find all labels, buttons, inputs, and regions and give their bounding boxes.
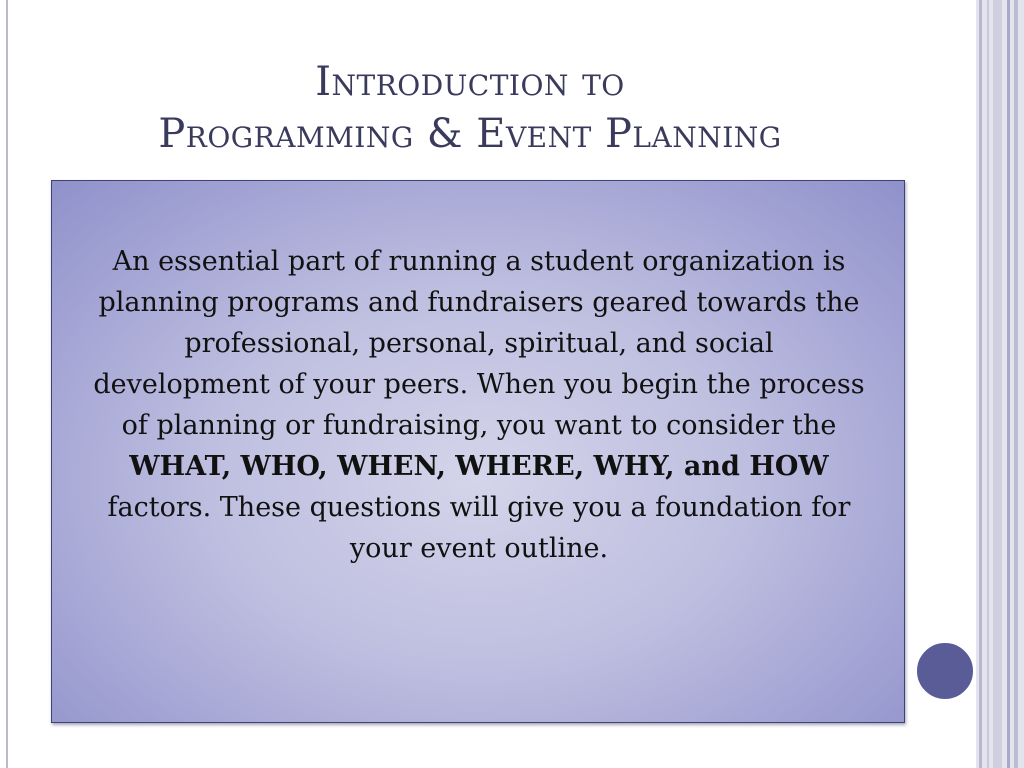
body-text-part-1: An essential part of running a student organization is planning programs and fundraisers geared towards the professional, personal, spiritual, and social development of your peers. When you begin the process of planning or fundraising, you want to consider the <box>93 246 865 441</box>
accent-circle <box>914 640 976 702</box>
rail-stripe <box>979 0 982 768</box>
slide-title <box>60 56 880 160</box>
rail-stripe <box>987 0 989 768</box>
body-text-bold: WHAT, WHO, WHEN, WHERE, WHY, and HOW <box>129 451 829 482</box>
rail-stripe <box>993 0 1002 768</box>
slide-title-line-1: Introduction to <box>315 59 625 105</box>
content-box <box>51 180 905 723</box>
left-border-rule <box>6 0 8 768</box>
body-text-part-2: factors. These questions will give you a foundation for your event outline. <box>107 492 851 564</box>
slide-title-line-2: Programming & Event Planning <box>158 111 782 157</box>
body-paragraph <box>92 241 866 569</box>
right-decorative-rail <box>976 0 1024 768</box>
rail-stripe <box>1014 0 1018 768</box>
rail-stripe <box>1007 0 1010 768</box>
